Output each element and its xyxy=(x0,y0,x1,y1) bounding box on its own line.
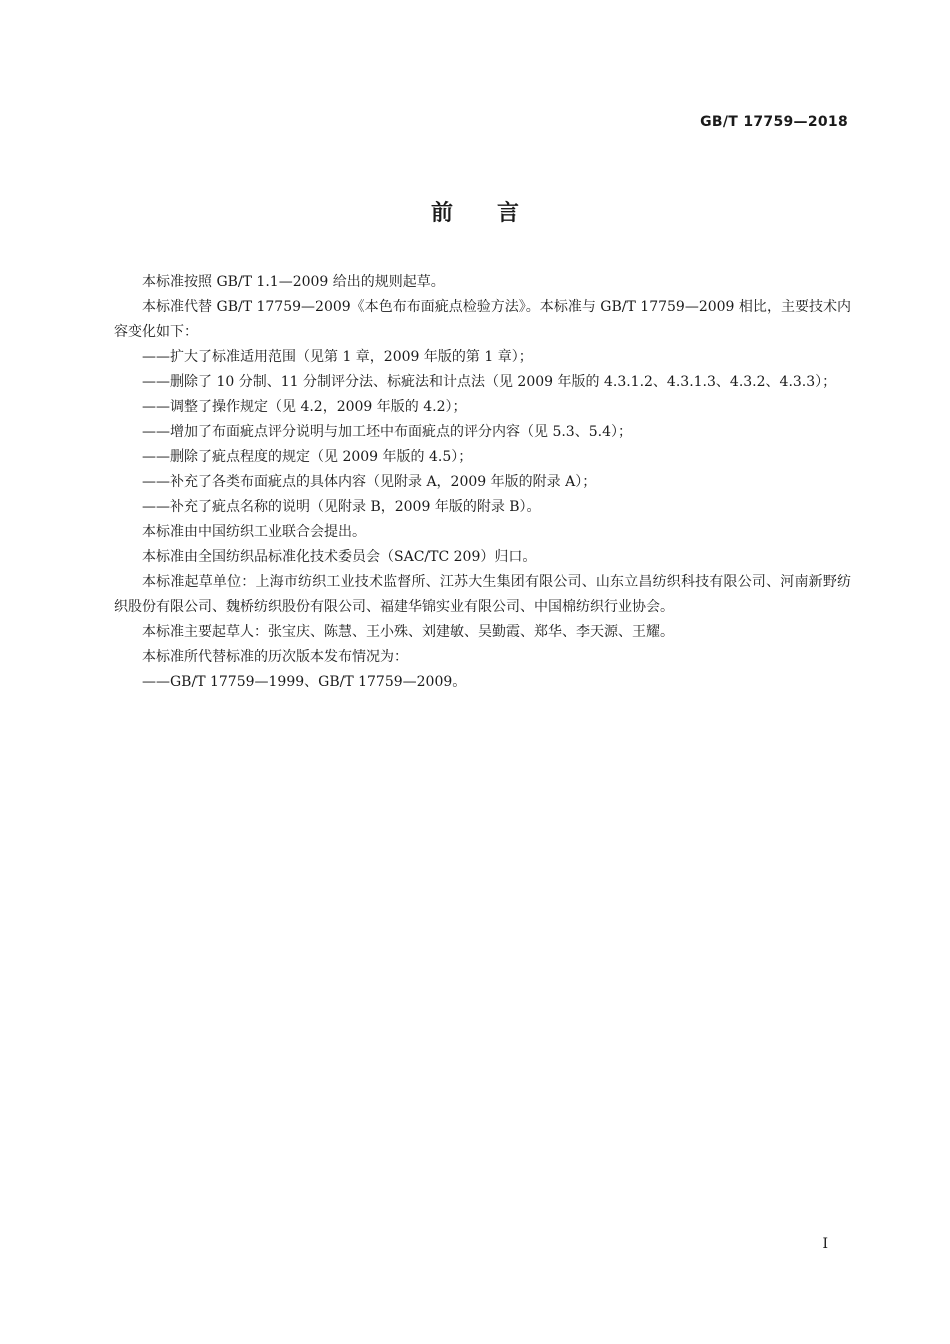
list-item: ——补充了各类布面疵点的具体内容（见附录 A，2009 年版的附录 A）； xyxy=(142,474,597,490)
paragraph-drafting-rules: 本标准按照 GB/T 1.1—2009 给出的规则起草。 xyxy=(142,274,445,290)
paragraph-history-intro: 本标准所代替标准的历次版本发布情况为： xyxy=(142,649,408,665)
paragraph-drafters: 本标准主要起草人：张宝庆、陈慧、王小殊、刘建敏、吴勤霞、郑华、李天源、王耀。 xyxy=(142,624,674,640)
change-list xyxy=(114,345,851,520)
foreword-body xyxy=(114,270,851,695)
paragraph-proposer: 本标准由中国纺织工业联合会提出。 xyxy=(142,524,366,540)
list-item: ——增加了布面疵点评分说明与加工坯中布面疵点的评分内容（见 5.3、5.4）； xyxy=(142,424,632,440)
list-item: ——补充了疵点名称的说明（见附录 B，2009 年版的附录 B）。 xyxy=(142,499,541,515)
paragraph-replacement: 本标准代替 GB/T 17759—2009《本色布布面疵点检验方法》。本标准与 GB/T 17759—2009 相比，主要技术内容变化如下： xyxy=(114,299,851,340)
standard-code: GB/T 17759—2018 xyxy=(700,114,848,130)
list-item: ——扩大了标准适用范围（见第 1 章，2009 年版的第 1 章）； xyxy=(142,349,533,365)
list-item: ——删除了 10 分制、11 分制评分法、标疵法和计点法（见 2009 年版的 4.3.1.2、4.3.1.3、4.3.2、4.3.3）； xyxy=(142,374,837,390)
paragraph-committee: 本标准由全国纺织品标准化技术委员会（SAC/TC 209）归口。 xyxy=(142,549,537,565)
paragraph-drafting-units: 本标准起草单位：上海市纺织工业技术监督所、江苏大生集团有限公司、山东立昌纺织科技有限公司、河南新野纺织股份有限公司、魏桥纺织股份有限公司、福建华锦实业有限公司、中国棉纺织行业协会。 xyxy=(114,574,851,615)
list-item: ——GB/T 17759—1999、GB/T 17759—2009。 xyxy=(142,674,467,690)
page-title: 前言 xyxy=(430,201,563,226)
history-list xyxy=(114,670,851,695)
list-item: ——调整了操作规定（见 4.2，2009 年版的 4.2）； xyxy=(142,399,467,415)
list-item: ——删除了疵点程度的规定（见 2009 年版的 4.5）； xyxy=(142,449,473,465)
page-number: I xyxy=(822,1236,828,1252)
